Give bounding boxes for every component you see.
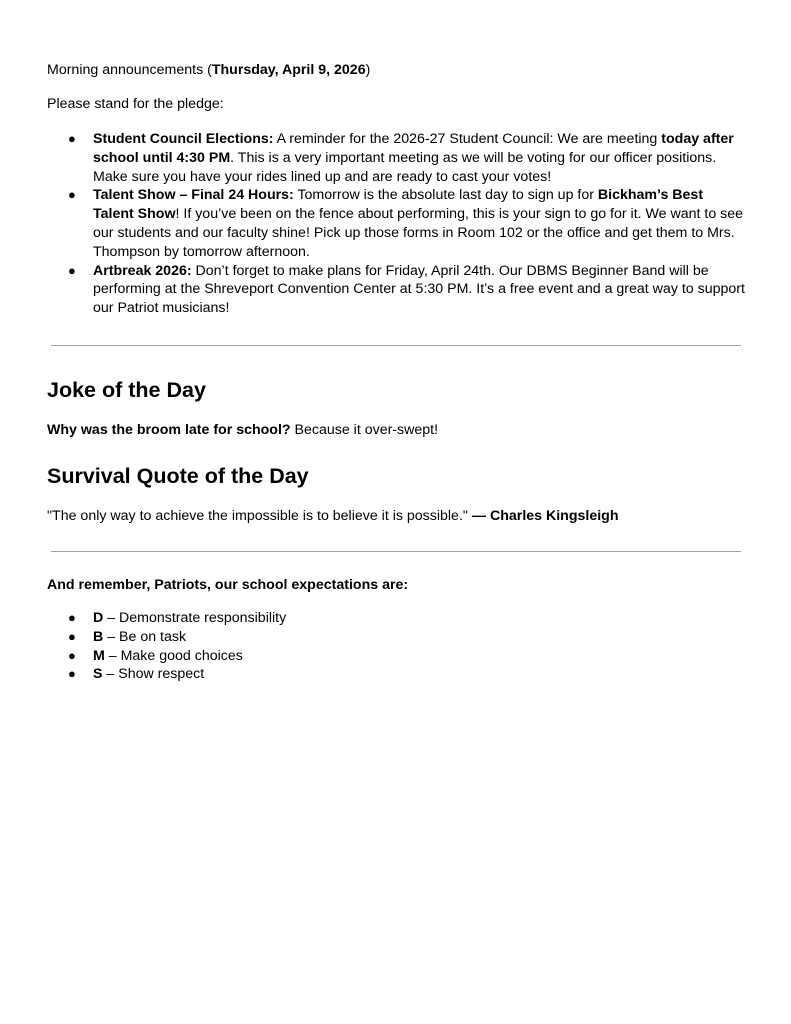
joke-heading: Joke of the Day	[47, 378, 206, 402]
bullet-icon: ●	[68, 131, 76, 146]
expectations-list	[47, 609, 447, 684]
announcement-date: Thursday, April 9, 2026	[211, 62, 366, 78]
joke-question: Why was the broom late for school?	[47, 422, 291, 438]
list-item: ● D – Demonstrate responsibility	[68, 610, 287, 626]
joke-answer: Because it over-swept!	[290, 422, 439, 438]
bullet-icon: ●	[68, 647, 76, 663]
divider	[51, 551, 741, 552]
bullet-icon: ●	[68, 666, 76, 682]
bullet-icon: ●	[68, 187, 76, 203]
list-item: ● Artbreak 2026: Don’t forget to make plans for Friday, April 24th. Our DBMS Beginner Band will be performing at the Shreveport Convention Center at 5:30 PM. It’s a free event and a great way to support our Patriot musicians!	[68, 262, 745, 317]
divider	[51, 345, 741, 346]
quote-author: — Charles Kingsleigh	[471, 508, 619, 524]
announcement-header: Morning announcements (Thursday, April 9, 2026)	[47, 62, 371, 78]
list-item: ● Student Council Elections: A reminder for the 2026-27 Student Council: We are meeting today after school until 4:30 PM. This is a very important meeting as we will be voting for our officer positions. Make sure you have your rides lined up and are ready to cast your votes!	[68, 131, 734, 185]
list-item: ● M – Make good choices	[68, 647, 243, 664]
quote-heading: Survival Quote of the Day	[47, 464, 309, 488]
list-item: ● B – Be on task	[68, 628, 187, 645]
bullet-icon: ●	[68, 610, 76, 625]
bullet-icon: ●	[68, 262, 76, 278]
announcement-list	[47, 130, 747, 318]
quote-text: "The only way to achieve the impossible is to believe it is possible." — Charles Kingsleigh	[47, 508, 619, 524]
joke-text	[47, 421, 438, 440]
expectations-intro: And remember, Patriots, our school expectations are:	[47, 577, 409, 593]
list-item: ● Talent Show – Final 24 Hours: Tomorrow is the absolute last day to sign up for Bickham’s Best Talent Show! If you’ve been on the fence about performing, this is your sign to go for it. We want to see our students and our faculty shine! Pick up those forms in Room 102 or the office and get them to Mrs. Thompson by tomorrow afternoon.	[68, 187, 744, 260]
bullet-icon: ●	[68, 628, 76, 644]
pledge-line: Please stand for the pledge:	[47, 96, 224, 112]
list-item: ● S – Show respect	[68, 666, 205, 683]
